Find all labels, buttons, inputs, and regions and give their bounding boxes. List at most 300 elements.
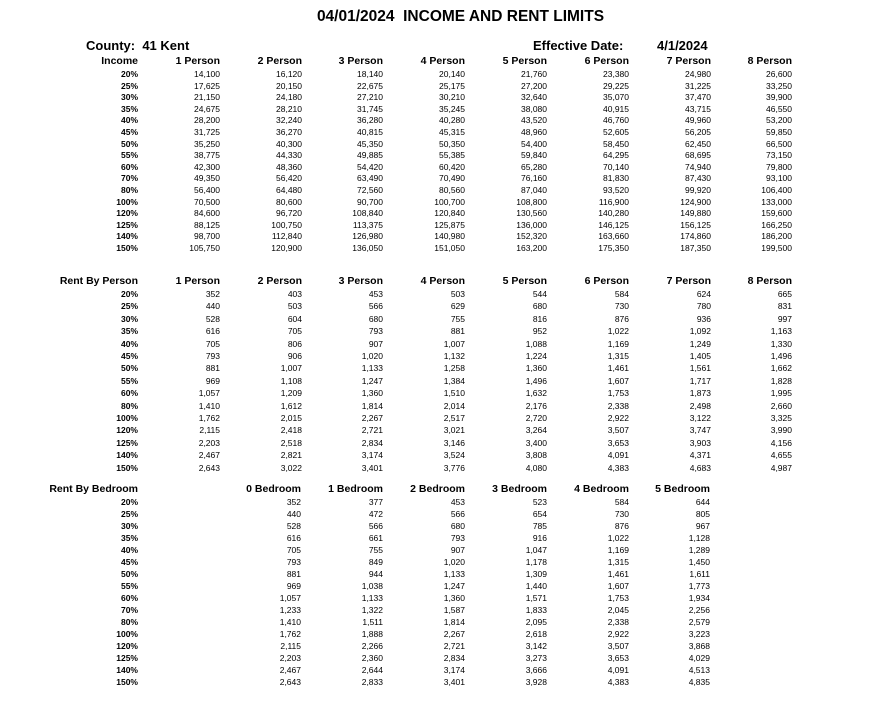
column-header: 1 Person	[175, 55, 220, 67]
percent-label: 100%	[116, 629, 138, 639]
table-cell: 4,683	[689, 462, 711, 473]
table-cell: 2,338	[607, 617, 629, 627]
table-cell: 1,384	[443, 375, 465, 386]
table-cell: 4,383	[607, 462, 629, 473]
table-cell: 1,995	[770, 388, 792, 399]
table-cell: 136,000	[516, 219, 547, 230]
table-cell: 22,675	[357, 80, 383, 91]
percent-label: 30%	[120, 313, 138, 324]
table-cell: 584	[614, 497, 629, 507]
table-cell: 2,833	[361, 677, 383, 687]
table-row	[0, 413, 871, 425]
table-cell: 60,420	[439, 161, 465, 172]
table-cell: 156,125	[680, 219, 711, 230]
table-row	[0, 104, 871, 116]
table-row	[0, 351, 871, 363]
table-row	[0, 301, 871, 313]
table-cell: 780	[696, 301, 711, 312]
table-cell: 816	[532, 313, 547, 324]
table-cell: 1,258	[443, 363, 465, 374]
percent-label: 20%	[120, 69, 138, 79]
table-cell: 4,091	[607, 665, 629, 675]
table-cell: 1,020	[361, 351, 383, 361]
table-cell: 2,266	[361, 641, 383, 651]
table-cell: 2,821	[280, 450, 302, 461]
table-cell: 59,840	[521, 150, 547, 161]
table-cell: 40,300	[276, 138, 302, 149]
column-header: 4 Person	[420, 275, 465, 287]
table-cell: 4,513	[688, 665, 710, 675]
table-cell: 1,133	[361, 593, 383, 603]
table-cell: 3,021	[443, 425, 465, 436]
table-cell: 108,800	[516, 196, 547, 207]
table-row	[0, 521, 871, 533]
table-cell: 1,510	[443, 388, 465, 399]
table-cell: 881	[286, 569, 301, 579]
table-cell: 1,607	[607, 581, 629, 591]
table-row	[0, 653, 871, 665]
table-row	[0, 509, 871, 521]
section-header: Rent By Person	[59, 275, 138, 287]
table-cell: 24,180	[276, 92, 302, 103]
table-cell: 64,480	[276, 185, 302, 195]
table-cell: 1,163	[770, 326, 792, 337]
table-cell: 849	[368, 557, 383, 567]
table-row	[0, 605, 871, 617]
table-cell: 120,840	[434, 208, 465, 219]
table-cell: 755	[450, 313, 465, 324]
column-header: 5 Person	[502, 275, 547, 287]
table-cell: 24,980	[685, 69, 711, 79]
table-cell: 36,280	[357, 115, 383, 126]
table-cell: 629	[450, 301, 465, 312]
table-cell: 831	[777, 301, 792, 312]
table-cell: 2,498	[689, 400, 711, 411]
table-cell: 2,922	[607, 629, 629, 639]
table-row	[0, 339, 871, 351]
table-cell: 881	[205, 363, 220, 374]
table-cell: 705	[286, 545, 301, 555]
table-cell: 1,410	[198, 400, 220, 411]
column-header: 1 Person	[175, 275, 220, 287]
table-cell: 566	[450, 509, 465, 519]
table-cell: 616	[205, 326, 220, 337]
table-row	[0, 243, 871, 255]
table-cell: 1,934	[688, 593, 710, 603]
table-cell: 1,405	[689, 351, 711, 361]
table-cell: 24,675	[194, 103, 220, 114]
table-cell: 1,178	[525, 557, 547, 567]
table-cell: 1,360	[443, 593, 465, 603]
table-cell: 3,653	[607, 437, 629, 448]
table-cell: 1,057	[198, 388, 220, 399]
table-cell: 1,814	[443, 617, 465, 627]
table-cell: 1,360	[525, 363, 547, 374]
percent-label: 150%	[116, 677, 138, 687]
percent-label: 60%	[120, 593, 138, 603]
table-cell: 3,174	[361, 450, 383, 461]
table-cell: 916	[532, 533, 547, 543]
table-row	[0, 629, 871, 641]
table-cell: 2,115	[280, 641, 301, 651]
table-cell: 27,200	[521, 80, 547, 91]
table-cell: 793	[286, 557, 301, 567]
table-cell: 23,380	[603, 69, 629, 79]
percent-label: 150%	[116, 243, 138, 253]
table-row	[0, 173, 871, 185]
table-cell: 1,773	[688, 581, 710, 591]
table-cell: 3,146	[443, 437, 465, 448]
table-cell: 31,225	[685, 80, 711, 91]
column-header: 4 Person	[420, 55, 465, 67]
table-row	[0, 593, 871, 605]
table-row	[0, 497, 871, 509]
table-cell: 680	[450, 521, 465, 531]
table-row	[0, 641, 871, 653]
table-cell: 80,600	[276, 196, 302, 207]
table-cell: 3,507	[607, 641, 629, 651]
table-cell: 1,587	[443, 605, 465, 615]
table-cell: 3,524	[443, 450, 465, 461]
table-cell: 616	[286, 533, 301, 543]
table-cell: 43,520	[521, 115, 547, 126]
percent-label: 70%	[120, 605, 138, 615]
table-row	[0, 139, 871, 151]
table-cell: 49,885	[357, 150, 383, 161]
table-cell: 35,250	[194, 138, 220, 149]
table-cell: 1,047	[525, 545, 547, 555]
table-cell: 4,383	[607, 677, 629, 687]
table-cell: 1,133	[443, 569, 465, 579]
table-cell: 503	[450, 289, 465, 299]
table-cell: 1,762	[279, 629, 301, 639]
table-cell: 2,267	[361, 413, 383, 423]
table-cell: 88,125	[194, 219, 220, 230]
table-row	[0, 533, 871, 545]
table-cell: 70,500	[194, 196, 220, 207]
table-cell: 39,900	[766, 92, 792, 103]
table-cell: 14,100	[194, 69, 220, 79]
table-cell: 503	[287, 301, 302, 312]
table-cell: 33,250	[766, 80, 792, 91]
table-cell: 18,140	[357, 69, 383, 79]
table-cell: 99,920	[685, 185, 711, 195]
table-cell: 74,940	[685, 161, 711, 172]
table-cell: 1,450	[688, 557, 710, 567]
table-cell: 58,450	[603, 138, 629, 149]
percent-label: 45%	[120, 557, 138, 567]
table-cell: 3,666	[525, 665, 547, 675]
table-cell: 1,247	[443, 581, 465, 591]
table-cell: 93,520	[603, 185, 629, 195]
percent-label: 20%	[120, 497, 138, 507]
table-cell: 523	[532, 497, 547, 507]
table-row	[0, 376, 871, 388]
percent-label: 50%	[120, 569, 138, 579]
table-cell: 35,245	[439, 103, 465, 114]
table-cell: 3,776	[443, 462, 465, 473]
percent-label: 40%	[120, 115, 138, 126]
table-cell: 45,315	[439, 127, 465, 137]
table-cell: 1,309	[525, 569, 547, 579]
table-cell: 624	[696, 289, 711, 299]
table-cell: 28,200	[194, 115, 220, 126]
table-row	[0, 208, 871, 220]
table-cell: 680	[532, 301, 547, 312]
table-cell: 1,209	[280, 388, 302, 399]
table-cell: 969	[286, 581, 301, 591]
table-row	[0, 69, 871, 81]
table-cell: 1,007	[280, 363, 302, 374]
table-cell: 30,210	[439, 92, 465, 103]
table-cell: 1,762	[198, 413, 220, 423]
table-cell: 1,249	[689, 338, 711, 349]
table-cell: 32,640	[521, 92, 547, 103]
column-header: 6 Person	[584, 275, 629, 287]
table-cell: 49,350	[194, 173, 220, 184]
table-row	[0, 150, 871, 162]
table-row	[0, 326, 871, 338]
table-cell: 2,721	[443, 641, 465, 651]
table-cell: 876	[614, 521, 629, 531]
table-cell: 4,835	[688, 677, 710, 687]
table-cell: 544	[532, 289, 547, 299]
table-cell: 1,607	[607, 375, 629, 386]
table-row	[0, 438, 871, 450]
table-cell: 2,644	[361, 665, 383, 675]
table-cell: 3,223	[688, 629, 710, 639]
percent-label: 60%	[120, 388, 138, 399]
table-cell: 29,225	[603, 80, 629, 91]
percent-label: 125%	[116, 437, 138, 448]
table-cell: 1,496	[770, 351, 792, 361]
table-cell: 38,080	[521, 103, 547, 114]
table-cell: 1,360	[361, 388, 383, 399]
table-cell: 1,224	[525, 351, 547, 361]
table-cell: 163,200	[516, 243, 547, 253]
table-cell: 2,256	[688, 605, 710, 615]
table-row	[0, 677, 871, 689]
table-cell: 16,120	[276, 69, 302, 79]
table-cell: 17,625	[194, 80, 220, 91]
table-cell: 31,745	[357, 103, 383, 114]
table-cell: 1,888	[361, 629, 383, 639]
table-cell: 1,828	[770, 375, 792, 386]
table-cell: 130,560	[516, 208, 547, 219]
table-cell: 100,750	[271, 219, 302, 230]
table-cell: 4,029	[688, 653, 710, 663]
table-cell: 1,753	[607, 593, 629, 603]
table-cell: 3,990	[770, 425, 792, 436]
table-cell: 120,900	[271, 243, 302, 253]
table-cell: 3,747	[689, 425, 711, 436]
table-cell: 3,400	[525, 437, 547, 448]
table-cell: 2,203	[279, 653, 301, 663]
percent-label: 50%	[120, 363, 138, 374]
table-cell: 2,721	[361, 425, 383, 436]
table-cell: 2,643	[279, 677, 301, 687]
table-cell: 80,560	[439, 185, 465, 195]
effective-date-label: Effective Date:	[533, 38, 624, 53]
column-header: 3 Bedroom	[492, 483, 547, 495]
table-cell: 654	[532, 509, 547, 519]
percent-label: 140%	[116, 231, 138, 242]
table-cell: 2,922	[607, 413, 629, 423]
table-cell: 2,467	[198, 450, 220, 461]
table-cell: 159,600	[761, 208, 792, 219]
table-cell: 1,662	[770, 363, 792, 374]
table-cell: 1,128	[688, 533, 710, 543]
effective-date-value: 4/1/2024	[657, 38, 708, 53]
table-cell: 40,815	[357, 127, 383, 137]
table-cell: 528	[205, 313, 220, 324]
table-cell: 149,880	[680, 208, 711, 219]
column-header: 2 Person	[257, 275, 302, 287]
percent-label: 55%	[120, 375, 138, 386]
table-row	[0, 185, 871, 197]
table-row	[0, 81, 871, 93]
table-cell: 56,400	[194, 185, 220, 195]
table-cell: 1,108	[280, 375, 302, 386]
table-cell: 4,156	[770, 437, 792, 448]
table-cell: 112,840	[271, 231, 302, 242]
table-cell: 28,210	[276, 103, 302, 114]
table-cell: 3,273	[525, 653, 547, 663]
table-cell: 87,430	[685, 173, 711, 184]
percent-label: 80%	[120, 400, 138, 411]
table-cell: 64,295	[603, 150, 629, 161]
percent-label: 125%	[116, 653, 138, 663]
table-cell: 2,467	[279, 665, 301, 675]
table-cell: 55,385	[439, 150, 465, 161]
table-cell: 1,022	[607, 533, 629, 543]
table-cell: 25,175	[439, 80, 465, 91]
table-cell: 140,280	[598, 208, 629, 219]
table-cell: 969	[205, 375, 220, 386]
table-cell: 661	[368, 533, 383, 543]
table-cell: 785	[532, 521, 547, 531]
percent-label: 40%	[120, 338, 138, 349]
table-cell: 907	[368, 338, 383, 349]
percent-label: 35%	[120, 533, 138, 543]
table-cell: 604	[287, 313, 302, 324]
percent-label: 140%	[116, 450, 138, 461]
table-cell: 21,760	[521, 69, 547, 79]
percent-label: 80%	[120, 185, 138, 195]
table-cell: 2,267	[443, 629, 465, 639]
percent-label: 35%	[120, 326, 138, 337]
table-cell: 1,092	[689, 326, 711, 337]
table-cell: 93,100	[766, 173, 792, 184]
table-cell: 876	[614, 313, 629, 324]
column-header: 3 Person	[338, 55, 383, 67]
percent-label: 120%	[116, 208, 138, 219]
table-cell: 2,338	[607, 400, 629, 411]
table-cell: 1,057	[279, 593, 301, 603]
table-cell: 730	[614, 509, 629, 519]
table-cell: 31,725	[194, 127, 220, 137]
percent-label: 30%	[120, 92, 138, 103]
table-cell: 566	[368, 301, 383, 312]
table-cell: 151,050	[434, 243, 465, 253]
table-cell: 37,470	[685, 92, 711, 103]
table-cell: 163,660	[598, 231, 629, 242]
table-cell: 20,140	[439, 69, 465, 79]
table-cell: 79,800	[766, 161, 792, 172]
table-cell: 187,350	[680, 243, 711, 253]
table-cell: 66,500	[766, 138, 792, 149]
table-cell: 1,132	[443, 351, 465, 361]
table-cell: 755	[368, 545, 383, 555]
table-cell: 936	[696, 313, 711, 324]
table-cell: 3,401	[361, 462, 383, 473]
table-cell: 40,915	[603, 103, 629, 114]
table-cell: 453	[450, 497, 465, 507]
table-cell: 472	[368, 509, 383, 519]
table-cell: 528	[286, 521, 301, 531]
table-cell: 20,150	[276, 80, 302, 91]
table-cell: 125,875	[434, 219, 465, 230]
table-row	[0, 197, 871, 209]
table-cell: 2,203	[198, 437, 220, 448]
table-cell: 40,280	[439, 115, 465, 126]
table-row	[0, 388, 871, 400]
table-cell: 152,320	[516, 231, 547, 242]
percent-label: 25%	[120, 80, 138, 91]
table-row	[0, 569, 871, 581]
table-cell: 126,980	[352, 231, 383, 242]
column-header: 5 Bedroom	[655, 483, 710, 495]
table-cell: 1,322	[361, 605, 383, 615]
table-row	[0, 581, 871, 593]
table-cell: 4,080	[525, 462, 547, 473]
percent-label: 40%	[120, 545, 138, 555]
table-cell: 2,579	[688, 617, 710, 627]
table-row	[0, 92, 871, 104]
table-cell: 3,401	[443, 677, 465, 687]
table-cell: 1,571	[525, 593, 547, 603]
table-cell: 3,928	[525, 677, 547, 687]
percent-label: 35%	[120, 103, 138, 114]
table-cell: 62,450	[685, 138, 711, 149]
percent-label: 140%	[116, 665, 138, 675]
table-cell: 53,200	[766, 115, 792, 126]
table-cell: 54,420	[357, 161, 383, 172]
table-row	[0, 425, 871, 437]
percent-label: 45%	[120, 351, 138, 361]
table-row	[0, 314, 871, 326]
table-cell: 377	[368, 497, 383, 507]
table-row	[0, 557, 871, 569]
table-cell: 54,400	[521, 138, 547, 149]
table-cell: 1,717	[689, 375, 711, 386]
table-cell: 56,205	[685, 127, 711, 137]
table-row	[0, 127, 871, 139]
percent-label: 100%	[116, 196, 138, 207]
table-cell: 805	[695, 509, 710, 519]
table-cell: 65,280	[521, 161, 547, 172]
table-cell: 106,400	[761, 185, 792, 195]
table-row	[0, 463, 871, 475]
percent-label: 120%	[116, 425, 138, 436]
table-cell: 45,350	[357, 138, 383, 149]
table-cell: 566	[368, 521, 383, 531]
table-cell: 1,873	[689, 388, 711, 399]
table-cell: 730	[614, 301, 629, 312]
table-row	[0, 450, 871, 462]
table-cell: 1,038	[361, 581, 383, 591]
table-cell: 199,500	[761, 243, 792, 253]
